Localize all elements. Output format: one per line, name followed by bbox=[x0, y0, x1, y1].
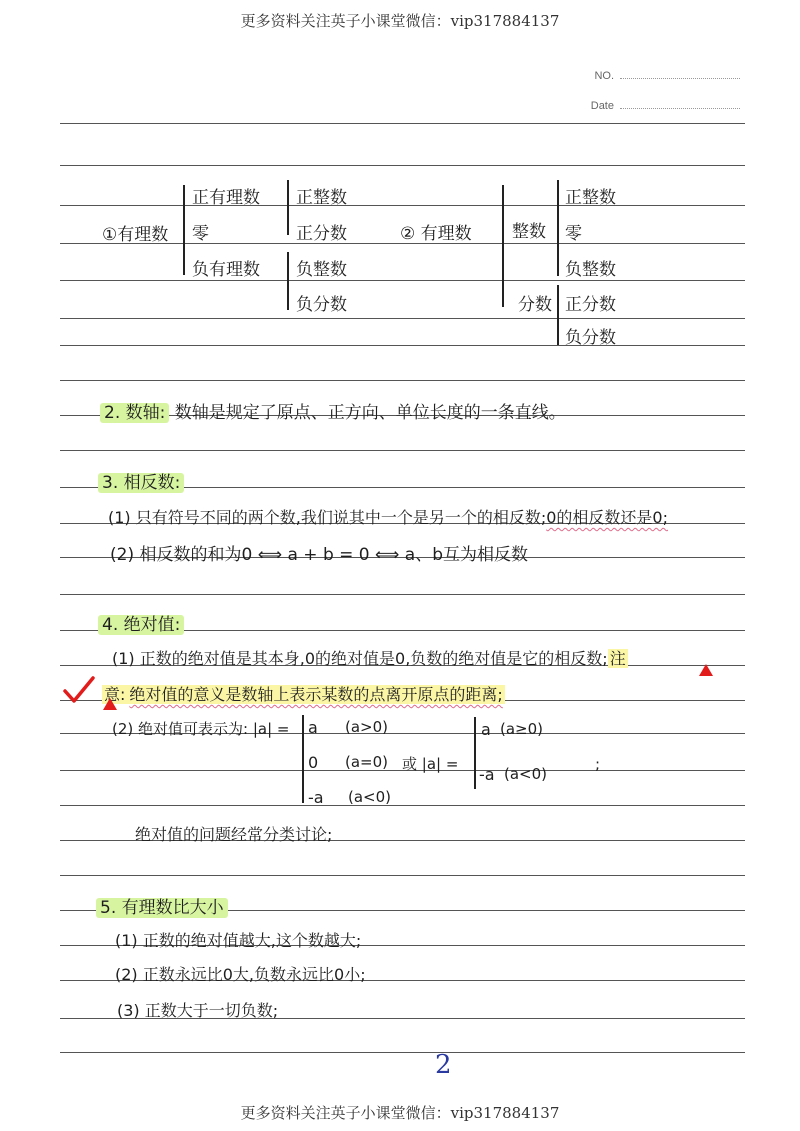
section3-item1-emphasis: 0的相反数还是0; bbox=[546, 508, 668, 527]
case2-a-expr: a bbox=[481, 720, 491, 739]
red-marker-left bbox=[103, 698, 117, 710]
note-start: 注 bbox=[609, 649, 626, 668]
check-mark-icon bbox=[62, 675, 96, 705]
left-pos-int: 正整数 bbox=[296, 188, 347, 208]
left-l1-positive: 正有理数 bbox=[192, 188, 260, 208]
section5-item3: (3) 正数大于一切负数; bbox=[117, 1001, 279, 1020]
left-pos-frac: 正分数 bbox=[296, 224, 347, 244]
bottom-watermark: 更多资料关注英子小课堂微信：vip317884137 bbox=[240, 1104, 560, 1122]
left-root: ①有理数 bbox=[102, 225, 169, 245]
section4-item1-text: (1) 正数的绝对值是其本身,0的绝对值是0,负数的绝对值是它的相反数; bbox=[112, 649, 608, 668]
left-l1-zero: 零 bbox=[192, 224, 209, 244]
section2-text: 数轴是规定了原点、正方向、单位长度的一条直线。 bbox=[174, 403, 566, 423]
section5-item2: (2) 正数永远比0大,负数永远比0小; bbox=[115, 965, 366, 984]
date-label: Date bbox=[590, 100, 614, 112]
right-l1-integer: 整数 bbox=[512, 222, 546, 242]
case-c-cond: (a<0) bbox=[348, 788, 392, 806]
section5-title bbox=[96, 893, 228, 918]
page-number: 2 bbox=[435, 1050, 452, 1080]
red-marker-right bbox=[699, 664, 713, 676]
section3-item2: (2) 相反数的和为0 ⟺ a + b = 0 ⟺ a、b互为相反数 bbox=[110, 545, 528, 565]
section3-item1 bbox=[108, 505, 668, 528]
date-field bbox=[591, 100, 740, 112]
left-l1-negative: 负有理数 bbox=[192, 260, 260, 280]
section4-note bbox=[102, 682, 505, 705]
section5-title-text: 5. 有理数比大小 bbox=[96, 898, 228, 918]
right-int-pos: 正整数 bbox=[565, 188, 616, 208]
section5-item1: (1) 正数的绝对值越大,这个数越大; bbox=[115, 931, 362, 950]
case-b-cond: (a=0) bbox=[345, 753, 389, 771]
left-neg-int: 负整数 bbox=[296, 260, 347, 280]
case2-b-expr: -a bbox=[479, 765, 495, 784]
case-a-cond: (a>0) bbox=[345, 718, 389, 736]
section4-item1 bbox=[112, 646, 628, 669]
no-field bbox=[594, 70, 740, 82]
note-text: 绝对值的意义是数轴上表示某数的点离开原点的距离; bbox=[129, 685, 503, 704]
top-watermark: 更多资料关注英子小课堂微信：vip317884137 bbox=[240, 12, 560, 30]
right-l1-fraction: 分数 bbox=[518, 295, 552, 315]
no-label: NO. bbox=[594, 70, 614, 82]
section4-title bbox=[98, 610, 184, 635]
or-abs: 或 |a| = bbox=[402, 755, 459, 773]
section2-title: 2. 数轴: bbox=[100, 403, 169, 423]
section2-line bbox=[100, 398, 566, 423]
left-neg-frac: 负分数 bbox=[296, 295, 347, 315]
abs-lead: (2) 绝对值可表示为: |a| = bbox=[112, 720, 290, 738]
case-a-expr: a bbox=[308, 718, 318, 737]
piecewise-semicolon: ; bbox=[595, 755, 601, 773]
note-rest: 意: bbox=[104, 685, 126, 704]
right-frac-pos: 正分数 bbox=[565, 295, 616, 315]
right-root: ② 有理数 bbox=[400, 224, 472, 244]
right-frac-neg: 负分数 bbox=[565, 328, 616, 348]
section3-item1-text: (1) 只有符号不同的两个数,我们说其中一个是另一个的相反数; bbox=[108, 508, 547, 527]
case2-b-cond: (a<0) bbox=[504, 765, 548, 783]
section3-title bbox=[98, 468, 184, 493]
section3-title-text: 3. 相反数: bbox=[98, 473, 184, 493]
section4-title-text: 4. 绝对值: bbox=[98, 615, 184, 635]
case-b-expr: 0 bbox=[308, 753, 319, 772]
right-int-neg: 负整数 bbox=[565, 260, 616, 280]
right-int-zero: 零 bbox=[565, 224, 582, 244]
discussion-note: 绝对值的问题经常分类讨论; bbox=[135, 825, 333, 844]
case-c-expr: -a bbox=[308, 788, 324, 807]
case2-a-cond: (a≥0) bbox=[500, 720, 544, 738]
